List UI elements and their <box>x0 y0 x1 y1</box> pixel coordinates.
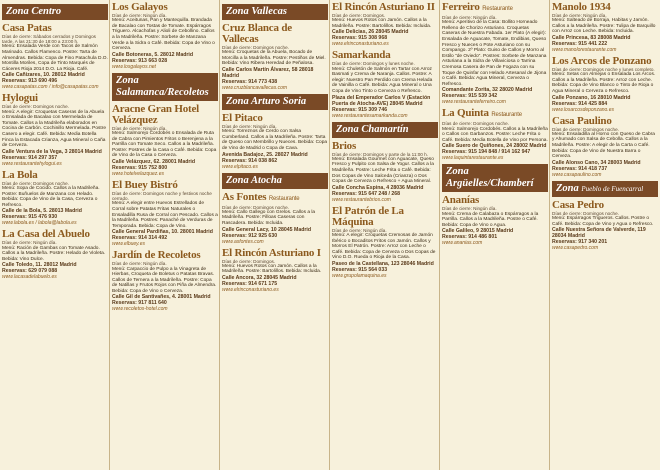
closing-days: Días de cierre: Ningún día. <box>442 15 497 20</box>
reservations: Reservas: 915 194 848 / 914 162 947 <box>442 149 531 156</box>
restaurant-tag: Restaurante <box>482 6 513 12</box>
restaurant-name <box>442 108 548 121</box>
restaurant-name <box>442 2 548 15</box>
menu-description: Menú: Huevos Rotos con Jamón. Callos a la Madrileña. Postre: Bartolillos. Bebida: Incluida. <box>222 263 322 275</box>
restaurant-name-text: El Rincón Asturiano II <box>332 2 435 13</box>
menu-description: Menú: Chuletón de Salmón en Tartar con Arroz Basmati y Crema de Naranja. Callos. Postre: A elegir: Nuestro Pan Perdido con Crema Helada de Vainilla o Café. Bebida: Agua Mineral o Una Copa de Vino Tinto o Cerveza o Refresco. <box>332 66 433 94</box>
closing-days: Días de cierre: Domingos noche. <box>552 126 619 132</box>
zone-header <box>112 73 218 101</box>
restaurant-name <box>2 23 108 34</box>
closing-days: Días de cierre: Domingos noche. <box>552 210 619 216</box>
reservations: Reservas: 917 811 640 <box>112 300 167 307</box>
restaurant-entry <box>222 192 328 245</box>
zone-title: Zona Arturo Soria <box>226 95 307 107</box>
address: Calle Ponzano, 16 28010 Madrid <box>552 94 631 101</box>
address: Comandante Zorita, 32 28020 Madrid <box>442 87 533 94</box>
menu-description: Menú: Aceitunas, Pan y Mantequilla. Brandada de Bacalao con Tostas de Tomate. Espárragos Triguero. Alcachofas y Alioli de Cebollino. Callos a la Madrileña. Postre: Sorbete de Manzana Verde a la Sidra o Café. Bebida: Copa de Vino o Cerveza. <box>112 18 215 52</box>
menu-description: Menú: Carpaccio de Pulpo a la Vinagreta de Hierbas, Croqueta de Boletus o Patatas Bravas. Callos de Ternera a la Madrileña. Postre: Copa de Natillas y Frutos Rojos con Piña de Almendra. Bebida: Copa de Vino o Cerveza. <box>112 266 217 294</box>
closing-days: Días de cierre: Domingos y lunes noche. <box>332 61 415 67</box>
menu-description: Menú: Crema de Calabaza o Espárragos a la Parrilla. Callos a la Madrileña. Postre o Café. Bebida: Copa de Vino o Agua. <box>442 211 539 228</box>
restaurant-name <box>222 23 328 45</box>
closing-days: Días de cierre: Domingos. <box>332 13 386 18</box>
restaurant-name-text: Ferreiro <box>442 2 480 13</box>
address: Calle Carlos Martín Álvarez, 58 28018 Madrid <box>222 66 314 79</box>
address: Plaza del Emperador Carlos V (Estación Puerta de Atocha-AVE) 28045 Madrid <box>332 94 431 107</box>
website-link[interactable]: www.lacasadelabuelo.es <box>2 274 57 281</box>
restaurant-name <box>332 2 438 13</box>
menu-description: Menú: Espárragos Trigueros. Callos. Postre o Café. Bebida: Copa de Vino y Agua o Refresco. <box>552 215 654 227</box>
address: Calle Delicias, 26 28045 Madrid <box>332 29 409 36</box>
zone-title: Zona Centro <box>6 6 62 17</box>
restaurant-name <box>112 104 218 126</box>
zone-header <box>222 4 328 20</box>
address: Avenida Badajoz, 25. 28027 Madrid <box>222 151 308 158</box>
website-link[interactable]: www.casapaulino.com <box>552 171 602 178</box>
restaurant-name-text: Aracne Gran Hotel Velázquez <box>112 102 200 126</box>
reservations: Reservas: 913 690 496 <box>2 78 58 85</box>
menu-description: Menú: Salmorejo Cordobés. Callos a la Madrileña o Callos con Garbanzos. Postre: Leche Frita o Café. Bebida: Media Botella de Vino por Persona. <box>442 126 548 143</box>
website-link[interactable]: www.casapedro.com <box>552 245 599 252</box>
website-link[interactable]: www.recoletos-hotel.com <box>112 306 168 313</box>
restaurant-name <box>552 116 658 127</box>
reservations: Reservas: 917 340 201 <box>552 239 608 246</box>
website-link[interactable]: www.cruzblancavallecas.com <box>222 84 288 91</box>
restaurant-entry <box>222 23 328 91</box>
restaurant-name <box>112 2 218 13</box>
restaurant-name-text: Casa Patas <box>2 22 52 34</box>
zone-header <box>552 181 658 197</box>
website-link[interactable]: www.restaurantesamarkanda.com <box>332 112 408 119</box>
restaurant-name-text: El Patrón de La Máquina <box>332 204 404 228</box>
address: Calle Princesa, 83 28008 Madrid <box>552 34 631 41</box>
website-link[interactable]: www.elpitaco.es <box>222 163 258 170</box>
website-link[interactable]: www.restaurantebrios.com <box>332 196 391 203</box>
restaurant-name-text: La Casa del Abuelo <box>2 228 90 241</box>
column-divider <box>439 0 440 470</box>
restaurant-name-text: Ananías <box>442 194 480 207</box>
closing-days: Días de cierre: Ningún día. <box>2 240 57 246</box>
column-divider <box>549 0 550 470</box>
column-5 <box>442 2 548 468</box>
restaurant-entry <box>442 108 548 161</box>
reservations: Reservas: 914 486 801 <box>442 234 498 241</box>
restaurant-entry <box>112 180 218 247</box>
column-6 <box>552 2 658 468</box>
closing-days: Días de cierre: Ningún día. <box>332 227 387 233</box>
restaurant-entry <box>112 250 218 312</box>
closing-days: Días de cierre: Ningún día. <box>112 13 167 18</box>
restaurant-entry <box>332 141 438 203</box>
website-link[interactable]: www.losarcosdeponzano.es <box>552 106 614 113</box>
closing-days: Días de cierre: Ningún día. <box>112 261 167 267</box>
restaurant-entry <box>2 23 108 90</box>
restaurant-name <box>2 170 108 181</box>
restaurant-name-text: Samarkanda <box>332 49 391 62</box>
reservations: Reservas: 915 539 342 <box>442 93 498 100</box>
restaurant-name-text: Los Galayos <box>112 2 168 13</box>
menu-description: Menú: Torreznos de Cerdo con Salsa Cumberland. Callos a la Madrileña. Postre: Tarta de Queso con Membrillo y Nueces. Bebida: Copa de Vino de Madrid o Copa de Cava. <box>222 129 328 151</box>
menu-description: Menú: Callo Gallego con Grelos. Callos a la Madrileña. Postre: Filloas Caseras con Rascadera. Bebida: Incluida. <box>222 209 316 226</box>
reservations: Reservas: 629 079 088 <box>2 268 58 275</box>
restaurant-entry <box>332 206 438 279</box>
menu-description: Menú: Ración de Gambas con Tomate Asado. Callos a la Madrileña. Postre: Helado de Violeta. Bebida: Vino Dulce. <box>2 245 106 262</box>
menu-description: Menú: A elegir: Croquetas Cremosas de Jamón Ibérico o Bocaditos Fritos con Jamón. Callos y Morros El Patrón. Postre: Arroz con Leche o Café. Bebida: Copa de Cerveza o Dos Copas de Vino D.O. Rueda o Rioja de la Casa. <box>332 232 436 261</box>
restaurant-name-text: Casa Pedro <box>552 198 604 211</box>
menu-description: Menú: A elegir entre Huevos Estrellados de Corral sobre Patatas Fritas Naturales o Ensaladilla Rusa de Corral con Pescado. Callos a la Madrileña. Postres: Panaché de Verduras de Temporada. Bebida: Copa de Vino. <box>112 201 218 229</box>
closing-days: Días de cierre: Domingos y parte de la 11:00 h. <box>332 151 428 157</box>
closing-days: Días de cierre: Domingos noche y festivos noche cerrado. <box>112 190 212 202</box>
address: Calle Alonso Cano, 34 28003 Madrid <box>552 159 641 166</box>
address: Calle Nuestra Señora de Valverde, 119 28034 Madrid <box>552 227 646 240</box>
menu-description: Menú: Huevos Rotos con Jamón. Callos a la Madrileña. Postre: Bartolillos. Bebida: Incluida. <box>332 18 432 29</box>
closing-days: Días de cierre: Domingos noche y lunes completo. <box>552 66 655 72</box>
menu-description: Menú: Croquetas de la Abuela, Bocado de Morcilla a la Madrileña. Postre: Pestiños de Miel. Bebida: Vino Ribera Heredad de Peñalosa. <box>222 50 326 67</box>
restaurant-name <box>222 248 328 259</box>
zone-title: Zona <box>556 182 579 194</box>
zone-header <box>332 122 438 138</box>
restaurant-entry <box>222 113 328 170</box>
closing-days: Días de cierre: Ningún día. <box>442 206 497 212</box>
column-divider <box>109 0 110 470</box>
restaurant-entry <box>222 248 328 293</box>
website-link[interactable]: www.elrinconasturiano.es <box>332 41 389 48</box>
address: Calle Velázquez, 62. 28001 Madrid <box>112 158 196 165</box>
closing-days: Días de cierre: Domingos noche. <box>442 121 509 127</box>
restaurant-entry <box>442 2 548 105</box>
restaurant-name <box>332 206 438 228</box>
zone-title: Zona Atocha <box>226 174 282 186</box>
restaurant-name <box>332 141 438 152</box>
reservations: Reservas: 915 564 033 <box>332 266 388 273</box>
restaurant-entry <box>442 195 548 246</box>
closing-days: Días de cierre: Ningún día. <box>552 13 607 18</box>
closing-days: Días de cierre: Domingos noche. <box>222 45 289 50</box>
restaurant-name <box>442 195 548 206</box>
restaurant-name <box>2 93 108 104</box>
website-link[interactable]: www.labola.es / labola@labola.es <box>2 220 77 227</box>
restaurant-entry <box>552 200 658 251</box>
restaurant-entry <box>552 56 658 113</box>
restaurant-name-text: La Quinta <box>442 107 489 120</box>
address: Calle General Lacy, 10 28045 Madrid <box>222 226 312 233</box>
closing-days: Días de cierre: Domingos noche. <box>2 180 69 186</box>
restaurant-name-text: Los Arcos de Ponzano <box>552 54 652 67</box>
restaurant-name-text: Jardín de Recoletos <box>112 249 201 262</box>
column-2 <box>112 2 218 468</box>
zone-header <box>2 4 108 20</box>
zone-title: Zona Vallecas <box>226 6 287 17</box>
zone-title: Zona Argüelles/Chamberí <box>446 166 534 190</box>
reservations: Reservas: 914 425 884 <box>552 100 608 107</box>
reservations: Reservas: 915 647 248 / 268 <box>332 190 401 197</box>
restaurant-entry <box>552 116 658 178</box>
address: Paseo de la Castellana, 123 28046 Madrid <box>332 260 434 267</box>
column-3 <box>222 2 328 468</box>
restaurant-entry <box>112 2 218 70</box>
address: Calle Toledo, 11. 28012 Madrid <box>2 262 77 269</box>
restaurant-name-text: El Buey Bistró <box>112 178 178 191</box>
restaurant-name <box>112 180 218 191</box>
restaurant-name-text: El Rincón Asturiano I <box>222 246 321 259</box>
restaurant-name <box>112 250 218 261</box>
zone-header <box>442 164 548 192</box>
menu-description: Menú: Ensaladilla al Horno con Queso de Cabra y Ahumado con Salsa de Cebolla. Callos a la Madrileña. Postre: A elegir de la Carta o Café. Bebida: Copa de Vino de Nuestra Barra o Cerveza. <box>552 131 655 160</box>
column-4 <box>332 2 438 468</box>
menu-description: Menú: Ensalada Gourmet con Aguacate, Queso Fresco y Pulpito con Salsa de Yogur. Callos a la Madrileña. Postre: Leche Frita o Café. Bebida: Dos Copas de Vino Salceda (Crianza) o Dos Copas de Cerveza o Refresco + Agua Mineral. <box>332 156 434 185</box>
address: Calle Gil de Santivañes, 4. 28001 Madrid <box>112 294 211 301</box>
website-link[interactable]: www.ananias.com <box>442 240 483 247</box>
zone-subtitle: Pueblo de Fuencarral <box>581 184 644 193</box>
website-link[interactable]: www.asfontes.com <box>222 238 264 245</box>
column-divider <box>329 0 330 470</box>
reservations: Reservas: 915 309 746 <box>332 106 388 113</box>
address: Calle Ancora, 32 28045 Madrid <box>222 274 297 281</box>
restaurant-tag: Restaurante <box>491 112 522 119</box>
address: Calle General Pardiñas, 10. 28001 Madrid <box>112 229 213 236</box>
restaurant-tag: Restaurante <box>268 195 300 202</box>
closing-days: Días de cierre: Domingos. <box>222 258 276 264</box>
address: Calle Concha Espina, 4 28036 Madrid <box>332 184 424 191</box>
website-link[interactable]: www.elbuey.es <box>112 241 145 248</box>
website-link[interactable]: www.casapatas.com / info@casapatas.com <box>2 84 99 91</box>
closing-days: Días de cierre: Domingos noche. <box>2 104 69 110</box>
restaurant-entry <box>112 104 218 177</box>
zone-header <box>222 173 328 189</box>
menu-description: Menú: Salmorejo Cordobés o Ensalada de Ruta de Cabra con Pimientos Fritos o Berenjena a la Parrilla con Tomate Seco. Callos a la Madrileña. Postre: Postres de la Casa o Café. Bebida: Copa de Vino de la Casa o Cerveza. <box>112 130 217 159</box>
reservations: Reservas: 914 314 492 <box>112 235 168 242</box>
restaurant-name-text: La Bola <box>2 168 38 181</box>
column-1 <box>2 2 108 468</box>
menu-description: Menú: A elegir: Croquetas Caseras de la Abuela o Ensalada de Bacalao con Mermelada de Tomate. Callos a la Madrileña elaborados en Cocina de Carbón. Cochinillo Mermelada. Postre Casero a elegir. Café. Bebida: Media Botella Finca la Estacada Crianza, Agua Mineral o Caña de Cerveza. <box>2 109 106 149</box>
restaurant-entry <box>332 2 438 47</box>
restaurant-name-text: Hylogui <box>2 92 38 105</box>
restaurant-entry <box>2 170 108 227</box>
website-link[interactable]: www.grupolamaquina.es <box>332 272 387 279</box>
reservations: Reservas: 915 441 222 <box>552 40 608 47</box>
closing-days: Días de cierre: Domingos noche. <box>222 204 289 210</box>
reservations: Reservas: 913 663 028 <box>112 57 168 64</box>
restaurant-entry <box>2 93 108 166</box>
reservations: Reservas: 915 476 930 <box>2 214 58 221</box>
address: Calle Cañizares, 10. 28012 Madrid <box>2 72 85 79</box>
website-link[interactable]: www.manolorestaurante.com <box>552 46 617 53</box>
restaurant-name <box>222 113 328 124</box>
reservations: Reservas: 914 773 438 <box>222 78 278 85</box>
reservations: Reservas: 914 671 175 <box>222 280 278 287</box>
website-link[interactable]: www.hotelvelazquez.es <box>112 170 164 177</box>
restaurant-name-text: Manolo 1934 <box>552 2 611 13</box>
website-link[interactable]: www.elrinconasturiano.es <box>222 286 279 293</box>
restaurant-name-text: As Fontes <box>222 190 267 203</box>
restaurant-entry <box>2 229 108 280</box>
website-link[interactable]: www.laquintarestaurante.es <box>442 155 504 162</box>
website-link[interactable]: www.losgalayos.net <box>112 63 156 70</box>
reservations: Reservas: 914 038 862 <box>222 157 278 164</box>
reservations: Reservas: 915 752 800 <box>112 164 168 171</box>
restaurant-name-text: Cruz Blanca de Vallecas <box>222 22 292 45</box>
website-link[interactable]: www.restaurantehylogui.es <box>2 160 62 167</box>
reservations: Reservas: 914 297 357 <box>2 154 58 161</box>
address: Calle de la Bola, 5. 28013 Madrid <box>2 208 82 215</box>
zone-title: Zona Chamartín <box>336 123 409 135</box>
column-divider <box>219 0 220 470</box>
menu-description: Menú: Aperitivo de la Casa: Bollito Horneado Relleno de Chorizo Asturiano. Croquetas Caseras de Nuestra Fabada. 1er Plato (A elegir): Ensalada de Aguacate, Tomate, Endibias, Queso Fresco y Nueces o Pote Asturiano con su Compango. 2º Plato: Guiso de Callos y Morro al Estilo "de Oviedo". Postres: Sorbete de Manzana Asturiana a la Sidra de Villaviciosa o Tarrina Cremosa Casera de Pan de Fogaza con su Toque de Quinfar con Helado Artesanal de Jijona o Café. Bebida: Agua Mineral, Cerveza o Refresco. <box>442 20 547 87</box>
restaurant-name <box>2 229 108 240</box>
closing-days: Días de cierre: Ningún día. <box>112 125 167 131</box>
restaurant-name <box>332 50 438 61</box>
zone-header <box>222 94 328 110</box>
menu-description: Menú: Setas con Almejas o Ensalada Los Arcos. Callos a la Madrileña. Postre: Arroz con Leche. Bebida: Copa de Vino Blanco o Tinto de Rioja o Agua Mineral o Cerveza o Refresco. <box>552 72 656 94</box>
reservations: Reservas: 915 308 968 <box>332 35 388 42</box>
restaurant-entry <box>552 2 658 53</box>
address: Calle Ventura de la Vega, 3 28014 Madrid <box>2 148 102 155</box>
address: Calle Botoneras, 5. 28012 Madrid <box>112 51 194 58</box>
restaurant-name-text: El Pitaco <box>222 111 263 124</box>
menu-description: Menú: Ensalada Verde con Tacos de Salmón Marinado. Callos Flamenco. Postre: Tarta de Almendras. Bebida: Copa de Fino Patachula D.O. Montilla Moriles, Copa de Tinto Marqués de Cáceres Rioja 2014 D.O. La Rioja. Café. <box>2 44 108 72</box>
reservations: Reservas: 914 418 737 <box>552 165 608 172</box>
closing-days: Días de cierre: Ningún día. <box>222 123 277 129</box>
restaurant-name <box>552 56 658 67</box>
restaurant-name <box>222 192 328 205</box>
zone-title: Zona Salamanca/Recoletos <box>116 74 209 98</box>
address: Calle Suero de Quiñones, 24 28002 Madrid <box>442 143 547 150</box>
restaurant-name <box>552 200 658 211</box>
restaurant-name <box>552 2 658 13</box>
menu-description: Menú: Salteado de Borraja, Habitas y Jamón. Callos a la Madrileña. Postre: Tulipa de Barquillo con Arroz con Leche. Bebida: Incluida. <box>552 18 656 35</box>
restaurant-entry <box>332 50 438 118</box>
restaurant-name-text: Casa Paulino <box>552 114 612 127</box>
website-link[interactable]: www.restauranteferreiro.com <box>442 99 506 106</box>
restaurant-name-text: Brios <box>332 139 357 152</box>
address: Calle Galileo, 9 28015 Madrid <box>442 228 514 235</box>
closing-days: Días de cierre: Sábados cerrados y Domingos tarde. A las 21:30 de 18:00 a 23:00 h. <box>2 34 96 45</box>
reservations: Reservas: 912 925 630 <box>222 232 278 239</box>
menu-description: Menú: Sopa de Cocido. Callos a la Madrileña. Postre: Buñuelos de Manzana con Helado. Bebida: Copa de Vino de la Casa, Cerveza o Refresco. <box>2 185 100 208</box>
